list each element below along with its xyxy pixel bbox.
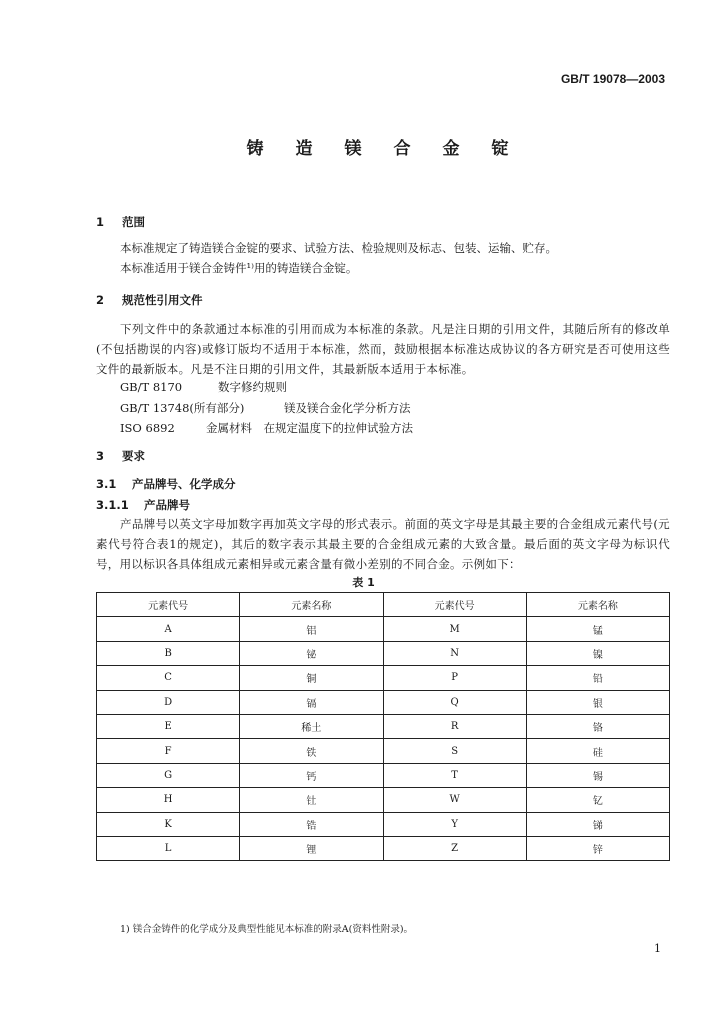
table-header-row (97, 593, 670, 617)
table-cell: 稀土 (240, 714, 383, 738)
table-cell: N (383, 641, 526, 665)
table-cell: 钙 (240, 763, 383, 787)
reference-title: 数字修约规则 (218, 380, 287, 394)
table-cell: Z (383, 836, 526, 860)
column-header: 元素名称 (526, 593, 669, 617)
table-cell: 铜 (240, 666, 383, 690)
section-2-paragraph: 下列文件中的条款通过本标准的引用而成为本标准的条款。凡是注日期的引用文件，其随后所有的修改单(不包括勘误的内容)或修订版均不适用于本标准，然而，鼓励根据本标准达成协议的各方研究是否可使用这些文件的最新版本。凡是不注日期的引用文件，其最新版本适用于本标准。 (96, 322, 670, 376)
table-cell: Q (383, 690, 526, 714)
reference-code: GB/T 8170 (120, 380, 183, 394)
normative-reference (120, 420, 413, 436)
table-cell: 镉 (240, 690, 383, 714)
table-row (97, 763, 670, 787)
table-cell: S (383, 739, 526, 763)
table-row (97, 690, 670, 714)
reference-code: ISO 6892 (120, 421, 175, 435)
section-title: 范围 (122, 215, 145, 229)
table-row (97, 714, 670, 738)
table-cell: Y (383, 812, 526, 836)
table-cell: 锡 (526, 763, 669, 787)
table-caption: 表 1 (352, 576, 375, 589)
table-cell: 锂 (240, 836, 383, 860)
table-cell: 铝 (240, 617, 383, 641)
reference-title: 金属材料 在规定温度下的拉伸试验方法 (206, 421, 413, 435)
section-number: 2 (96, 293, 105, 307)
table-row (97, 641, 670, 665)
table-cell: 钇 (526, 788, 669, 812)
section-title: 要求 (122, 449, 145, 463)
section-number: 3.1.1 (96, 498, 129, 512)
table-cell: L (97, 836, 240, 860)
table-cell: 镍 (526, 641, 669, 665)
table-cell: T (383, 763, 526, 787)
section-3-1-1-paragraph: 产品牌号以英文字母加数字再加英文字母的形式表示。前面的英文字母是其最主要的合金组成元素代号(元素代号符合表1的规定)，其后的数字表示其最主要的合金组成元素的大致含量。最后面的英文字母为标识代号，用以标识各具体组成元素相异或元素含量有微小差别的不同合金。示例如下： (96, 517, 670, 571)
table-cell: 铬 (526, 714, 669, 738)
table-cell: 钍 (240, 788, 383, 812)
table-cell: 锌 (526, 836, 669, 860)
table-row (97, 617, 670, 641)
table-cell: P (383, 666, 526, 690)
column-header: 元素代号 (383, 593, 526, 617)
table-cell: 铋 (240, 641, 383, 665)
section-number: 3.1 (96, 477, 117, 491)
table-cell: R (383, 714, 526, 738)
table-row (97, 788, 670, 812)
table-cell: 铅 (526, 666, 669, 690)
table-cell: H (97, 788, 240, 812)
table-cell: M (383, 617, 526, 641)
table-row (97, 836, 670, 860)
table-cell: 银 (526, 690, 669, 714)
subsection-3-1-heading (96, 476, 236, 492)
section-number: 3 (96, 449, 105, 463)
table-cell: 硅 (526, 739, 669, 763)
table-row (97, 739, 670, 763)
table-cell: A (97, 617, 240, 641)
normative-reference (120, 400, 411, 416)
element-code-table (96, 592, 670, 861)
table-cell: 锆 (240, 812, 383, 836)
table-cell: 铁 (240, 739, 383, 763)
table-cell: B (97, 641, 240, 665)
column-header: 元素名称 (240, 593, 383, 617)
table-cell: C (97, 666, 240, 690)
normative-reference (120, 379, 287, 395)
table-row (97, 812, 670, 836)
table-cell: W (383, 788, 526, 812)
table-cell: D (97, 690, 240, 714)
table-cell: K (97, 812, 240, 836)
footnote: 1) 镁合金铸件的化学成分及典型性能见本标准的附录A(资料性附录)。 (120, 924, 414, 935)
standard-code: GB/T 19078—2003 (560, 72, 665, 86)
subsection-3-1-1-heading (96, 497, 190, 513)
reference-title: 镁及镁合金化学分析方法 (284, 401, 411, 415)
table-cell: 锰 (526, 617, 669, 641)
table-cell: G (97, 763, 240, 787)
section-1-paragraph-1: 本标准规定了铸造镁合金锭的要求、试验方法、检验规则及标志、包装、运输、贮存。 (120, 241, 557, 255)
table-cell: 锑 (526, 812, 669, 836)
section-1-heading (96, 214, 145, 230)
section-title: 产品牌号、化学成分 (132, 477, 236, 491)
table-cell: F (97, 739, 240, 763)
section-1-paragraph-2: 本标准适用于镁合金铸件¹⁾用的铸造镁合金锭。 (120, 261, 358, 275)
section-title: 产品牌号 (144, 498, 190, 512)
section-title: 规范性引用文件 (122, 293, 203, 307)
column-header: 元素代号 (97, 593, 240, 617)
page-number: 1 (654, 942, 661, 955)
section-number: 1 (96, 215, 105, 229)
table-cell: E (97, 714, 240, 738)
document-title: 铸造镁合金锭 (246, 139, 541, 159)
section-3-heading (96, 448, 145, 464)
table-row (97, 666, 670, 690)
section-2-heading (96, 292, 203, 308)
reference-code: GB/T 13748(所有部分) (120, 401, 245, 415)
